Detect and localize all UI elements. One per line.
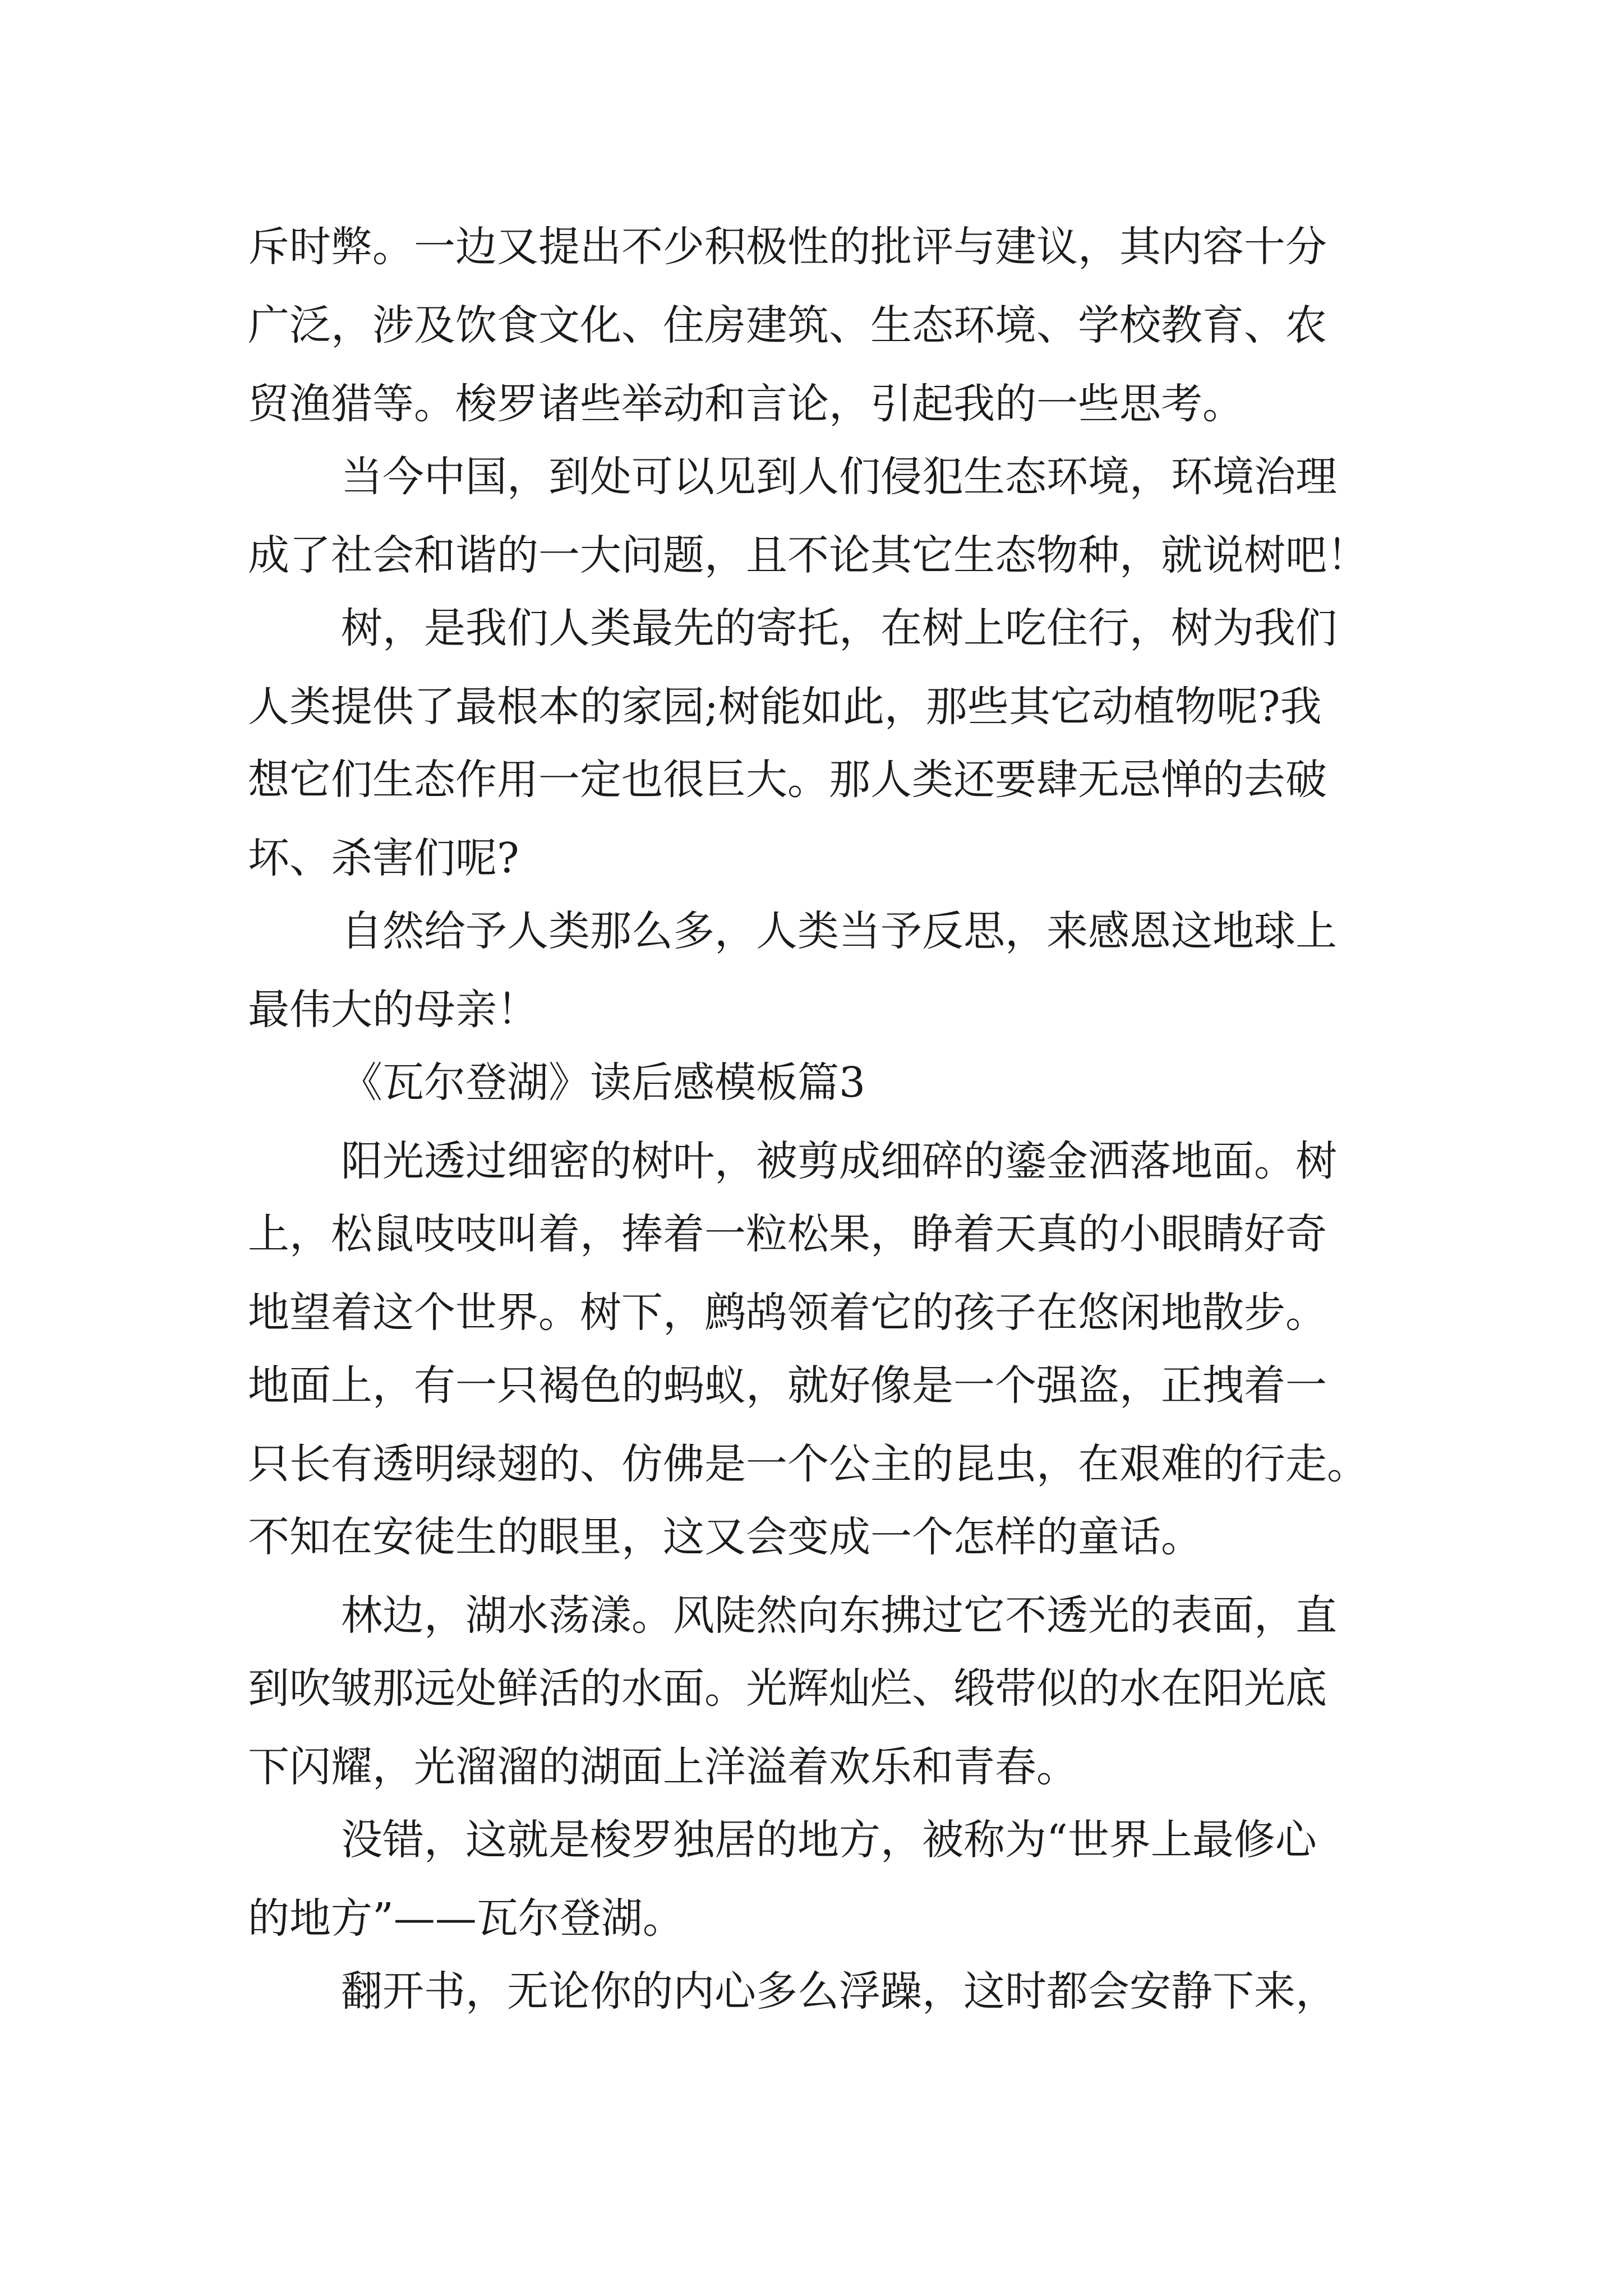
text-line: 到吹皱那远处鲜活的水面。光辉灿烂、缎带似的水在阳光底 — [248, 1664, 1327, 1713]
text-line: 的地方”——瓦尔登湖。 — [248, 1894, 684, 1943]
text-line: 坏、杀害们呢? — [248, 834, 519, 882]
text-line: 人类提供了最根本的家园;树能如此，那些其它动植物呢?我 — [248, 683, 1322, 731]
paragraph-start-line: 翻开书，无论你的内心多么浮躁，这时都会安静下来， — [341, 1967, 1337, 2016]
paragraph-start-line: 阳光透过细密的树叶，被剪成细碎的鎏金洒落地面。树 — [341, 1137, 1337, 1185]
paragraph-start-line: 当今中国，到处可以见到人们侵犯生态环境，环境治理 — [341, 453, 1337, 501]
text-line: 成了社会和谐的一大问题，且不论其它生态物种，就说树吧！ — [248, 531, 1368, 579]
paragraph-start-line: 树，是我们人类最先的寄托，在树上吃住行，树为我们 — [341, 604, 1337, 652]
text-line: 不知在安徒生的眼里，这又会变成一个怎样的童话。 — [248, 1513, 1202, 1561]
text-line: 上，松鼠吱吱叫着，捧着一粒松果，睁着天真的小眼睛好奇 — [248, 1210, 1327, 1258]
paragraph-start-line: 自然给予人类那么多，人类当予反思，来感恩这地球上 — [341, 907, 1337, 955]
text-line: 想它们生态作用一定也很巨大。那人类还要肆无忌惮的去破 — [248, 756, 1327, 804]
text-line: 地面上，有一只褐色的蚂蚁，就好像是一个强盗，正拽着一 — [248, 1361, 1327, 1410]
section-heading: 《瓦尔登湖》读后感模板篇3 — [341, 1059, 866, 1107]
text-line: 最伟大的母亲！ — [248, 986, 538, 1034]
text-line: 地望着这个世界。树下，鹧鸪领着它的孩子在悠闲地散步。 — [248, 1289, 1327, 1337]
text-line: 贸渔猎等。梭罗诸些举动和言论，引起我的一些思考。 — [248, 380, 1244, 428]
text-line: 只长有透明绿翅的、仿佛是一个公主的昆虫，在艰难的行走。 — [248, 1440, 1368, 1488]
paragraph-start-line: 林边，湖水荡漾。风陡然向东拂过它不透光的表面，直 — [341, 1591, 1337, 1640]
text-line: 斥时弊。一边又提出不少积极性的批评与建议，其内容十分 — [248, 223, 1327, 271]
paragraph-start-line: 没错，这就是梭罗独居的地方，被称为“世界上最修心 — [341, 1816, 1317, 1864]
text-line: 广泛，涉及饮食文化、住房建筑、生态环境、学校教育、农 — [248, 301, 1327, 349]
text-line: 下闪耀，光溜溜的湖面上洋溢着欢乐和青春。 — [248, 1743, 1078, 1791]
